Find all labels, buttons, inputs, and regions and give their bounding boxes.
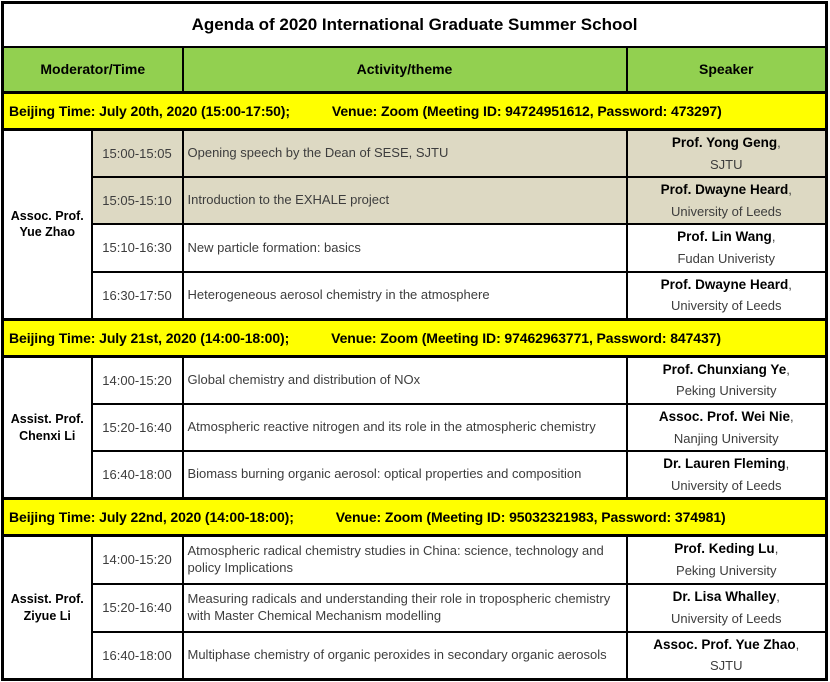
speaker-name: Prof. Lin Wang xyxy=(677,229,772,245)
speaker-cell xyxy=(627,224,827,271)
session-row xyxy=(3,536,827,584)
column-header-speaker: Speaker xyxy=(627,47,827,93)
moderator-cell: Assoc. Prof. Yue Zhao xyxy=(3,130,92,320)
speaker-affiliation: Peking University xyxy=(676,562,777,578)
speaker-cell xyxy=(627,177,827,224)
speaker-affiliation: SJTU xyxy=(710,156,743,172)
speaker-cell xyxy=(627,404,827,451)
session-row xyxy=(3,130,827,178)
speaker-name-comma: , xyxy=(788,182,792,198)
page-title: Agenda of 2020 International Graduate Summer School xyxy=(3,3,827,47)
session-row xyxy=(3,356,827,404)
session-row xyxy=(3,632,827,680)
time-cell: 15:20-16:40 xyxy=(92,584,183,632)
column-header-moderator-time: Moderator/Time xyxy=(3,47,183,93)
activity-cell: Opening speech by the Dean of SESE, SJTU xyxy=(183,130,627,178)
activity-cell: Introduction to the EXHALE project xyxy=(183,177,627,224)
session-row xyxy=(3,177,827,224)
activity-cell: Global chemistry and distribution of NOx xyxy=(183,356,627,404)
activity-cell: Multiphase chemistry of organic peroxides in secondary organic aerosols xyxy=(183,632,627,680)
time-cell: 14:00-15:20 xyxy=(92,356,183,404)
speaker-cell xyxy=(627,451,827,499)
session-row xyxy=(3,451,827,499)
speaker-cell xyxy=(627,536,827,584)
time-cell: 15:00-15:05 xyxy=(92,130,183,178)
speaker-cell xyxy=(627,130,827,178)
speaker-affiliation: SJTU xyxy=(710,658,743,674)
speaker-name: Assoc. Prof. Yue Zhao xyxy=(653,636,796,652)
speaker-affiliation: University of Leeds xyxy=(670,203,782,219)
moderator-cell: Assist. Prof. Ziyue Li xyxy=(3,536,92,679)
speaker-cell xyxy=(627,632,827,680)
activity-cell: New particle formation: basics xyxy=(183,224,627,271)
speaker-name-comma: , xyxy=(771,229,776,245)
speaker-affiliation: Fudan Univeristy xyxy=(677,250,776,266)
activity-cell: Atmospheric reactive nitrogen and its role in the atmospheric chemistry xyxy=(183,404,627,451)
banner-venue-text: Venue: Zoom (Meeting ID: 97462963771, Password: 847437) xyxy=(331,329,721,346)
agenda-table xyxy=(1,1,828,681)
speaker-cell xyxy=(627,584,827,632)
speaker-affiliation: Peking University xyxy=(676,383,777,399)
time-cell: 15:20-16:40 xyxy=(92,404,183,451)
speaker-name-comma: , xyxy=(777,135,781,150)
time-cell: 16:30-17:50 xyxy=(92,272,183,320)
moderator-cell: Assist. Prof. Chenxi Li xyxy=(3,356,92,499)
day-banner-july-21 xyxy=(3,319,827,356)
speaker-name: Prof. Dwayne Heard xyxy=(660,276,789,292)
speaker-name-comma: , xyxy=(795,636,800,652)
speaker-name-comma: , xyxy=(789,408,794,424)
time-cell: 16:40-18:00 xyxy=(92,632,183,680)
speaker-name-comma: , xyxy=(774,541,779,557)
activity-cell: Heterogeneous aerosol chemistry in the atmosphere xyxy=(183,272,627,320)
speaker-name: Prof. Chunxiang Ye xyxy=(662,361,787,377)
speaker-name: Prof. Keding Lu xyxy=(674,541,775,557)
time-cell: 15:05-15:10 xyxy=(92,177,183,224)
speaker-name-comma: , xyxy=(788,276,792,292)
banner-venue-text: Venue: Zoom (Meeting ID: 94724951612, Password: 473297) xyxy=(331,103,722,119)
banner-time-text: Beijing Time: July 21st, 2020 (14:00-18:00); xyxy=(9,329,290,346)
speaker-name: Assoc. Prof. Wei Nie xyxy=(658,408,790,424)
session-row xyxy=(3,404,827,451)
speaker-name: Dr. Lauren Fleming xyxy=(663,456,786,472)
banner-venue-text: Venue: Zoom (Meeting ID: 95032321983, Password: 374981) xyxy=(335,509,726,526)
speaker-name: Dr. Lisa Whalley xyxy=(672,588,777,604)
day-banner-july-20 xyxy=(3,93,827,130)
time-cell: 16:40-18:00 xyxy=(92,451,183,499)
banner-time-text: Beijing Time: July 22nd, 2020 (14:00-18:00); xyxy=(9,509,294,526)
speaker-affiliation: University of Leeds xyxy=(670,298,782,314)
session-row xyxy=(3,272,827,320)
speaker-name: Prof. Dwayne Heard xyxy=(660,182,789,198)
speaker-affiliation: Nanjing University xyxy=(673,430,779,446)
speaker-name: Prof. Yong Geng xyxy=(671,135,778,150)
column-header-activity-theme: Activity/theme xyxy=(183,47,627,93)
day-banner-july-22 xyxy=(3,499,827,536)
speaker-affiliation: University of Leeds xyxy=(670,477,782,493)
speaker-cell xyxy=(627,356,827,404)
banner-time-text: Beijing Time: July 20th, 2020 (15:00-17:50); xyxy=(9,103,290,119)
speaker-name-comma: , xyxy=(776,588,780,604)
session-row xyxy=(3,224,827,271)
speaker-cell xyxy=(627,272,827,320)
time-cell: 15:10-16:30 xyxy=(92,224,183,271)
speaker-affiliation: University of Leeds xyxy=(670,610,782,626)
speaker-name-comma: , xyxy=(786,361,790,377)
activity-cell: Biomass burning organic aerosol: optical properties and composition xyxy=(183,451,627,499)
speaker-name-comma: , xyxy=(785,456,790,472)
time-cell: 14:00-15:20 xyxy=(92,536,183,584)
activity-cell: Measuring radicals and understanding their role in tropospheric chemistry with Master Chemical Mechanism modelling xyxy=(183,584,627,632)
activity-cell: Atmospheric radical chemistry studies in China: science, technology and policy Implications xyxy=(183,536,627,584)
session-row xyxy=(3,584,827,632)
